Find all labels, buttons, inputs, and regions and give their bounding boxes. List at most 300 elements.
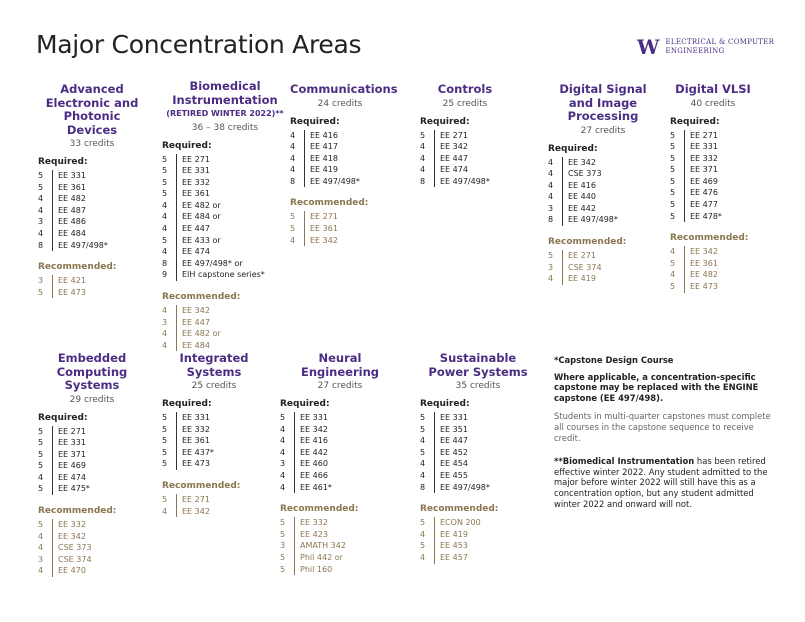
- course-name: EE 361: [176, 435, 210, 447]
- course-credits: 5: [670, 188, 676, 198]
- course-credits: 4: [420, 529, 426, 539]
- concentration-credits: 27 credits: [317, 381, 363, 391]
- course-credits: 8: [420, 176, 426, 186]
- course-credits: 8: [548, 215, 554, 225]
- concentration-title: Controls: [437, 82, 493, 96]
- course-row: [162, 165, 288, 177]
- course-row: [280, 552, 400, 564]
- course-name: EE 332: [294, 517, 328, 529]
- course-row: [670, 281, 756, 293]
- course-name: EE 361: [176, 188, 210, 200]
- course-credits: 3: [38, 276, 44, 286]
- course-credits: 4: [290, 130, 296, 140]
- course-credits: 5: [548, 251, 554, 261]
- course-name: EE 331: [52, 170, 86, 182]
- course-row: [548, 157, 658, 169]
- course-credits: 5: [670, 130, 676, 140]
- course-row: [670, 141, 756, 153]
- course-name: EE 497/498*: [562, 214, 618, 226]
- course-row: [548, 273, 658, 285]
- course-credits: 4: [420, 552, 426, 562]
- page-title: Major Concentration Areas: [36, 30, 362, 59]
- course-row: [38, 287, 146, 299]
- concentration-controls: [420, 83, 510, 187]
- course-row: [670, 258, 756, 270]
- course-name: EE 342: [684, 246, 718, 258]
- course-name: EE 497/498*: [304, 176, 360, 188]
- course-credits: 4: [420, 153, 426, 163]
- course-row: [38, 228, 146, 240]
- biomedical-retired-note-bold: **Biomedical Instrumentation: [554, 456, 695, 467]
- course-name: EE 474: [176, 246, 210, 258]
- course-row: [280, 564, 400, 576]
- concentration-advanced-electronic-and-photonic-devices: [38, 83, 146, 298]
- course-row: [280, 435, 400, 447]
- course-row: [38, 472, 146, 484]
- course-row: [162, 211, 288, 223]
- recommended-label: Recommended:: [162, 292, 241, 303]
- course-name: EE 447: [434, 153, 468, 165]
- course-credits: 5: [670, 200, 676, 210]
- course-row: [420, 412, 536, 424]
- uw-ece-logo: [637, 37, 774, 57]
- course-name: EE 447: [434, 435, 468, 447]
- course-name: EE 497/498* or: [176, 258, 243, 270]
- course-name: EE 271: [562, 250, 596, 262]
- concentration-subtitle: (RETIRED WINTER 2022)**: [166, 109, 284, 118]
- course-row: [290, 176, 390, 188]
- recommended-label: Recommended:: [290, 198, 369, 209]
- required-course-list: [420, 412, 536, 493]
- course-name: EE 418: [304, 153, 338, 165]
- course-credits: 4: [38, 205, 44, 215]
- course-row: [38, 531, 146, 543]
- course-name: EE 332: [684, 153, 718, 165]
- course-credits: 4: [420, 165, 426, 175]
- course-name: EE 416: [294, 435, 328, 447]
- course-row: [38, 275, 146, 287]
- course-name: EE 482: [52, 193, 86, 205]
- course-credits: 4: [290, 235, 296, 245]
- course-name: EE 497/498*: [434, 176, 490, 188]
- course-row: [670, 153, 756, 165]
- required-label: Required:: [162, 140, 212, 151]
- course-name: EE 473: [176, 458, 210, 470]
- course-name: EE 484: [52, 228, 86, 240]
- concentration-credits: 36 – 38 credits: [191, 122, 259, 133]
- course-row: [670, 187, 756, 199]
- course-credits: 5: [162, 459, 168, 469]
- recommended-course-list: [548, 250, 658, 285]
- course-row: [670, 130, 756, 142]
- course-name: AMATH 342: [294, 540, 346, 552]
- course-row: [548, 191, 658, 203]
- course-credits: 4: [38, 194, 44, 204]
- course-row: [420, 482, 536, 494]
- course-credits: 4: [162, 224, 168, 234]
- course-credits: 5: [162, 235, 168, 245]
- recommended-course-list: [670, 246, 756, 292]
- recommended-course-list: [162, 494, 266, 517]
- course-row: [162, 328, 288, 340]
- concentration-title: Neural Engineering: [300, 351, 380, 379]
- course-credits: 4: [280, 482, 286, 492]
- course-row: [162, 458, 266, 470]
- course-row: [162, 305, 288, 317]
- course-name: EE 452: [434, 447, 468, 459]
- course-name: EE 421: [52, 275, 86, 287]
- course-credits: 4: [548, 169, 554, 179]
- course-name: ECON 200: [434, 517, 481, 529]
- course-name: EE 416: [304, 130, 338, 142]
- course-credits: 4: [548, 192, 554, 202]
- course-row: [420, 141, 510, 153]
- course-credits: 5: [290, 212, 296, 222]
- course-credits: 5: [162, 154, 168, 164]
- course-credits: 4: [38, 531, 44, 541]
- course-credits: 9: [162, 270, 168, 280]
- course-name: EE 474: [434, 164, 468, 176]
- recommended-course-list: [38, 519, 146, 577]
- course-row: [38, 554, 146, 566]
- concentration-title: Communications: [290, 82, 398, 96]
- course-row: [670, 269, 756, 281]
- course-name: EE 371: [52, 449, 86, 461]
- recommended-course-list: [162, 305, 288, 351]
- course-row: [162, 412, 266, 424]
- course-name: EE 271: [176, 154, 210, 166]
- course-credits: 4: [670, 270, 676, 280]
- course-row: [280, 482, 400, 494]
- course-credits: 4: [162, 200, 168, 210]
- course-name: EE 271: [434, 130, 468, 142]
- course-row: [162, 200, 288, 212]
- course-credits: 3: [548, 262, 554, 272]
- required-course-list: [280, 412, 400, 493]
- course-credits: 4: [280, 470, 286, 480]
- department-name-line2: ENGINEERING: [665, 47, 725, 55]
- course-row: [670, 176, 756, 188]
- concentration-title: Integrated Systems: [179, 351, 249, 379]
- course-credits: 4: [420, 459, 426, 469]
- course-credits: 5: [38, 461, 44, 471]
- course-name: EE 423: [294, 529, 328, 541]
- course-row: [420, 435, 536, 447]
- recommended-label: Recommended:: [420, 504, 499, 515]
- course-name: EE 371: [684, 164, 718, 176]
- course-credits: 5: [420, 424, 426, 434]
- concentration-biomedical-instrumentation: [162, 80, 288, 351]
- course-name: EE 475*: [52, 483, 90, 495]
- course-row: [162, 435, 266, 447]
- concentration-credits: 24 credits: [317, 98, 363, 109]
- course-name: EE 419: [434, 529, 468, 541]
- course-credits: 4: [38, 543, 44, 553]
- course-credits: 4: [290, 153, 296, 163]
- course-name: EE 271: [684, 130, 718, 142]
- course-credits: 5: [420, 518, 426, 528]
- course-credits: 5: [162, 189, 168, 199]
- course-row: [162, 447, 266, 459]
- course-row: [280, 447, 400, 459]
- course-credits: 5: [420, 130, 426, 140]
- course-name: EE 460: [294, 458, 328, 470]
- course-name: EE 342: [176, 506, 210, 518]
- required-label: Required:: [420, 116, 470, 127]
- course-credits: 4: [38, 566, 44, 576]
- course-name: EE 473: [684, 281, 718, 293]
- course-credits: 5: [38, 438, 44, 448]
- course-credits: 5: [670, 153, 676, 163]
- course-credits: 4: [162, 247, 168, 257]
- course-row: [548, 250, 658, 262]
- course-row: [548, 180, 658, 192]
- recommended-course-list: [420, 517, 536, 563]
- course-row: [38, 170, 146, 182]
- course-name: EE 474: [52, 472, 86, 484]
- course-name: EE 476: [684, 187, 718, 199]
- course-credits: 5: [420, 541, 426, 551]
- course-name: CSE 373: [562, 168, 602, 180]
- course-name: EE 342: [562, 157, 596, 169]
- required-course-list: [670, 130, 756, 223]
- course-name: EE 457: [434, 552, 468, 564]
- course-credits: 4: [162, 506, 168, 516]
- course-row: [548, 168, 658, 180]
- course-row: [290, 211, 390, 223]
- recommended-course-list: [38, 275, 146, 298]
- course-name: EE 477: [684, 199, 718, 211]
- course-name: EE 469: [52, 460, 86, 472]
- course-name: EE 361: [52, 182, 86, 194]
- course-name: EE 478*: [684, 211, 722, 223]
- course-row: [420, 153, 510, 165]
- course-row: [162, 494, 266, 506]
- course-row: [162, 223, 288, 235]
- course-name: EE 419: [562, 273, 596, 285]
- capstone-note-replacement: Where applicable, a concentration-specific capstone may be replaced with the ENGINE capstone (EE 497/498).: [554, 371, 759, 403]
- course-credits: 3: [548, 203, 554, 213]
- concentration-communications: [290, 82, 398, 246]
- capstone-note-multi-quarter: Students in multi-quarter capstones must complete all courses in the capstone sequence to receive credit.: [554, 411, 771, 443]
- biomedical-retired-note: [554, 456, 776, 509]
- concentration-title: Embedded Computing Systems: [56, 351, 128, 392]
- course-credits: 4: [280, 436, 286, 446]
- concentration-credits: 25 credits: [442, 98, 488, 109]
- recommended-course-list: [290, 211, 390, 246]
- course-name: EE 361: [304, 223, 338, 235]
- course-row: [290, 235, 390, 247]
- required-label: Required:: [290, 116, 340, 127]
- course-row: [162, 424, 266, 436]
- course-name: Phil 160: [294, 564, 332, 576]
- required-label: Required:: [670, 116, 720, 127]
- course-credits: 4: [162, 306, 168, 316]
- course-credits: 8: [38, 240, 44, 250]
- course-name: EE 484: [176, 340, 210, 352]
- uw-w-logo-icon: W: [637, 35, 660, 59]
- course-name: EE 447: [176, 317, 210, 329]
- course-name: CSE 374: [562, 262, 602, 274]
- course-row: [280, 458, 400, 470]
- required-course-list: [290, 130, 390, 188]
- course-name: EE 342: [434, 141, 468, 153]
- course-credits: 5: [290, 224, 296, 234]
- course-credits: 5: [670, 211, 676, 221]
- course-name: EE 331: [434, 412, 468, 424]
- course-row: [548, 214, 658, 226]
- course-row: [38, 460, 146, 472]
- course-credits: 5: [38, 171, 44, 180]
- course-credits: 5: [670, 176, 676, 186]
- course-row: [420, 470, 536, 482]
- recommended-label: Recommended:: [38, 506, 117, 517]
- recommended-label: Recommended:: [548, 237, 627, 248]
- course-row: [420, 164, 510, 176]
- course-row: [280, 540, 400, 552]
- concentration-digital-signal-and-image-processing: [548, 83, 658, 285]
- recommended-label: Recommended:: [670, 233, 749, 244]
- course-row: [162, 235, 288, 247]
- course-row: [38, 565, 146, 577]
- course-name: EE 331: [294, 412, 328, 424]
- required-label: Required:: [280, 399, 330, 409]
- course-row: [38, 426, 146, 438]
- recommended-course-list: [280, 517, 400, 575]
- course-name: EE 461*: [294, 482, 332, 494]
- course-credits: 5: [280, 413, 286, 422]
- course-row: [280, 517, 400, 529]
- course-row: [162, 154, 288, 166]
- course-credits: 3: [280, 541, 286, 551]
- course-name: EE 455: [434, 470, 468, 482]
- course-name: EE 482 or: [176, 328, 221, 340]
- course-name: EE 487: [52, 205, 86, 217]
- course-row: [280, 412, 400, 424]
- course-name: EE 454: [434, 458, 468, 470]
- required-label: Required:: [162, 399, 212, 409]
- required-course-list: [162, 412, 266, 470]
- concentration-credits: 33 credits: [69, 139, 115, 149]
- concentration-credits: 40 credits: [690, 98, 736, 109]
- course-row: [162, 177, 288, 189]
- required-course-list: [38, 426, 146, 496]
- required-label: Required:: [548, 143, 598, 154]
- course-name: EE 437*: [176, 447, 214, 459]
- course-name: EE 351: [434, 424, 468, 436]
- course-row: [38, 216, 146, 228]
- course-row: [38, 205, 146, 217]
- course-name: EE 342: [176, 305, 210, 317]
- course-credits: 4: [420, 436, 426, 446]
- required-course-list: [548, 157, 658, 227]
- course-credits: 3: [38, 217, 44, 227]
- course-credits: 5: [38, 287, 44, 297]
- course-row: [420, 130, 510, 142]
- course-row: [548, 262, 658, 274]
- course-row: [420, 552, 536, 564]
- concentration-credits: 29 credits: [69, 394, 115, 405]
- capstone-note-heading: *Capstone Design Course: [554, 355, 674, 365]
- course-row: [420, 458, 536, 470]
- course-row: [38, 519, 146, 531]
- course-name: EE 497/498*: [434, 482, 490, 494]
- course-row: [420, 517, 536, 529]
- course-name: EE 466: [294, 470, 328, 482]
- course-name: EE 332: [176, 177, 210, 189]
- course-name: EE 442: [562, 203, 596, 215]
- course-credits: 5: [280, 564, 286, 574]
- course-credits: 5: [670, 165, 676, 175]
- required-label: Required:: [38, 157, 88, 167]
- course-credits: 3: [38, 554, 44, 564]
- course-credits: 4: [162, 340, 168, 350]
- concentration-embedded-computing-systems: [38, 352, 146, 577]
- concentration-title: Advanced Electronic and Photonic Devices: [45, 82, 139, 137]
- course-credits: 5: [38, 182, 44, 192]
- department-name-line1: ELECTRICAL & COMPUTER: [665, 38, 775, 47]
- course-credits: 4: [162, 329, 168, 339]
- course-name: EE 433 or: [176, 235, 221, 247]
- course-name: CSE 374: [52, 554, 92, 566]
- course-credits: 5: [38, 484, 44, 494]
- course-row: [670, 246, 756, 258]
- course-row: [420, 529, 536, 541]
- course-name: EE 331: [52, 437, 86, 449]
- course-credits: 4: [548, 180, 554, 190]
- course-row: [290, 164, 390, 176]
- course-credits: 4: [420, 470, 426, 480]
- course-row: [420, 540, 536, 552]
- course-name: EE 497/498*: [52, 240, 108, 252]
- course-name: EE 342: [304, 235, 338, 247]
- course-credits: 5: [280, 529, 286, 539]
- course-credits: 8: [420, 482, 426, 492]
- biomedical-retired-note-text: has been retired effective winter 2022. Any student admitted to the major before winter 2022 will still have this as a concentration option, but any student admitted winter 2022 and onward will not.: [554, 456, 768, 509]
- course-credits: 8: [290, 176, 296, 186]
- course-row: [162, 188, 288, 200]
- concentration-credits: 35 credits: [455, 381, 501, 391]
- required-course-list: [162, 154, 288, 282]
- course-name: EE 331: [684, 141, 718, 153]
- course-credits: 5: [420, 413, 426, 422]
- course-name: EE 473: [52, 287, 86, 299]
- course-name: EE 361: [684, 258, 718, 270]
- course-credits: 5: [670, 142, 676, 152]
- course-credits: 5: [280, 552, 286, 562]
- course-name: EE 332: [176, 424, 210, 436]
- course-row: [38, 542, 146, 554]
- course-credits: 5: [38, 449, 44, 459]
- required-label: Required:: [38, 412, 88, 423]
- course-credits: 5: [162, 177, 168, 187]
- course-row: [162, 246, 288, 258]
- course-credits: 4: [548, 157, 554, 167]
- course-row: [38, 193, 146, 205]
- course-name: EE 447: [176, 223, 210, 235]
- course-credits: 4: [38, 228, 44, 238]
- course-row: [280, 529, 400, 541]
- course-name: EE 440: [562, 191, 596, 203]
- course-credits: 4: [38, 472, 44, 482]
- course-credits: 5: [670, 282, 676, 292]
- course-name: EE 453: [434, 540, 468, 552]
- course-credits: 5: [162, 447, 168, 457]
- course-name: EE 482: [684, 269, 718, 281]
- course-name: EE 486: [52, 216, 86, 228]
- course-credits: 5: [670, 258, 676, 268]
- concentration-sustainable-power-systems: [420, 352, 536, 564]
